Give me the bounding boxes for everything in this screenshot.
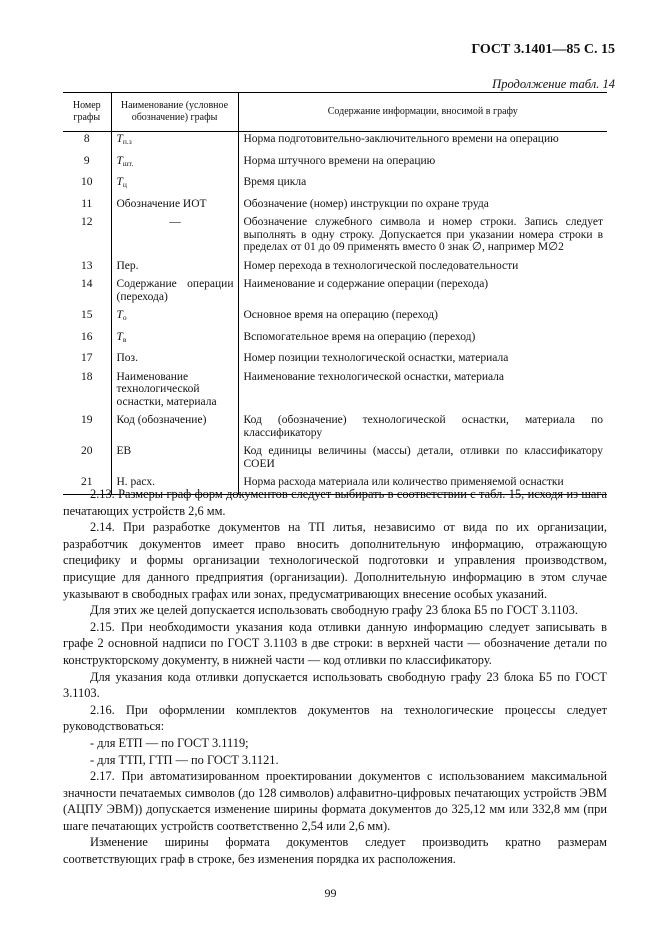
- table-row: [63, 197, 607, 216]
- row-content: Наименование технологической оснастки, материала: [238, 370, 607, 414]
- table-row: [63, 277, 607, 308]
- row-number: 11: [81, 197, 93, 210]
- paragraph: 2.13. Размеры граф форм документов следует выбирать в соответствии с табл. 15, исходя из шага печатающих устройств 2,6 мм.: [63, 487, 607, 518]
- row-name: [111, 308, 238, 330]
- header-name: Наименование (условное обозначение) графы: [111, 93, 238, 132]
- paragraph: 2.14. При разработке документов на ТП литья, независимо от вида по их организации, разработчик документов имеет право вносить дополнительную информацию, отражающую специфику и формы организации технологической подготовки и управления производством, присущие для данного предприятия (организации). Дополнительную информацию в этом случае указывают в свободных графах или зонах, предусматривающих внесение особых указаний.: [63, 520, 607, 601]
- row-name: Обозначение ИОТ: [111, 197, 238, 216]
- table-row: [63, 413, 607, 444]
- paragraph: Изменение ширины формата документов следует производить кратно размерам соответствующих граф в строке, без изменения порядка их расположения.: [63, 835, 607, 867]
- row-number: 20: [81, 445, 93, 457]
- row-content: Номер перехода в технологической последовательности: [238, 259, 607, 278]
- paragraph: 2.17. При автоматизированном проектировании документов с использованием максимальной значности печатаемых символов (до 128 символов) алфавитно-цифровых печатающих устройств ЭВМ (АЦПУ ЭВМ)) допускается изменение ширины формата документов до 325,12 мм или 332,8 мм (при шаге печатающих устройств соответственно 2,54 или 2,6 мм).: [63, 769, 607, 833]
- row-number: 13: [81, 259, 93, 272]
- row-content: Норма расхода материала или количество применяемой оснастки: [238, 475, 607, 494]
- page-number: 99: [324, 886, 337, 900]
- graph-table: [63, 92, 607, 495]
- table-row: [63, 175, 607, 197]
- row-number: 8: [83, 133, 90, 145]
- row-name: [111, 175, 238, 197]
- row-number: 10: [81, 176, 93, 188]
- table-row: [63, 215, 607, 259]
- row-name: [111, 330, 238, 352]
- row-name-subscript: о: [122, 313, 127, 322]
- row-name: Код (обозначение): [111, 413, 238, 444]
- row-content: Код (обозначение) технологической оснастки, материала по классификатору: [238, 413, 607, 444]
- table-row: [63, 370, 607, 414]
- paragraph: Для указания кода отливки допускается использовать свободную графу 23 блока Б5 по ГОСТ 3.1103.: [63, 669, 607, 701]
- row-number: 9: [83, 154, 90, 167]
- paragraph: 2.16. При оформлении комплектов документов на технологические процессы следует руководствоваться:: [63, 702, 607, 734]
- table-header-row: [63, 93, 607, 132]
- row-number: 18: [81, 370, 93, 383]
- row-name: —: [111, 215, 238, 259]
- paragraph: 2.15. При необходимости указания кода отливки данную информацию следует записывать в графе 2 основной надписи по ГОСТ 3.1103 в две строки: в верхней части — обозначение детали по конструкторскому документу, в нижней части — код отливки по классификатору.: [63, 619, 607, 667]
- row-name-symbol: T: [116, 309, 123, 321]
- row-name-symbol: T: [116, 176, 123, 188]
- row-name: [111, 154, 238, 176]
- paragraph: Для этих же целей допускается использовать свободную графу 23 блока Б5 по ГОСТ 3.1103.: [90, 603, 578, 618]
- table-row: [63, 351, 607, 370]
- table-row: [63, 330, 607, 352]
- row-content: Наименование и содержание операции (перехода): [238, 277, 607, 308]
- row-name-subscript: шт.: [122, 158, 134, 168]
- table-row: [63, 132, 607, 154]
- row-name-symbol: T: [116, 154, 123, 167]
- row-name: [111, 132, 238, 154]
- row-content: Норма подготовительно-заключительного времени на операцию: [238, 132, 607, 154]
- row-content: Вспомогательное время на операцию (переход): [238, 330, 607, 352]
- body-text: [63, 486, 607, 868]
- row-name-symbol: T: [116, 133, 123, 145]
- table-row: [63, 259, 607, 278]
- table-row: [63, 444, 607, 475]
- table-row: [63, 308, 607, 330]
- row-name: Наименование технологической оснастки, материала: [111, 370, 238, 414]
- table-continuation-label: Продолжение табл. 14: [492, 77, 615, 91]
- row-content: Обозначение (номер) инструкции по охране труда: [238, 197, 607, 216]
- row-number: 14: [81, 278, 93, 290]
- row-number: 19: [81, 414, 93, 426]
- row-content: Основное время на операцию (переход): [238, 308, 607, 330]
- header-content: Содержание информации, вносимой в графу: [238, 93, 607, 132]
- row-number: 12: [81, 216, 93, 228]
- table-body: [63, 132, 607, 495]
- row-content: Норма штучного времени на операцию: [238, 154, 607, 176]
- row-content: Время цикла: [238, 175, 607, 197]
- row-number: 17: [81, 352, 93, 364]
- row-content: Обозначение служебного символа и номер строки. Запись следует выполнять в одну строку. Допускается при указании номера строки в пределах от 01 до 09 применять вместо 0 знак ∅, например М∅2: [238, 215, 607, 259]
- row-number: 16: [81, 330, 93, 343]
- row-name: Содержание операции (перехода): [111, 277, 238, 308]
- header-number: Номер графы: [63, 93, 111, 132]
- row-content: Номер позиции технологической оснастки, материала: [238, 351, 607, 370]
- row-name: Пер.: [111, 259, 238, 278]
- document-header: ГОСТ 3.1401—85 С. 15: [471, 42, 615, 57]
- list-item: - для ТТП, ГТП — по ГОСТ 3.1121.: [90, 752, 279, 767]
- row-name-subscript: в: [122, 334, 127, 344]
- row-name: ЕВ: [111, 444, 238, 475]
- table-row: [63, 154, 607, 176]
- row-number: 21: [63, 475, 111, 494]
- row-name-subscript: п.з: [122, 137, 132, 146]
- row-name-subscript: ц: [122, 180, 127, 189]
- row-number: 15: [81, 309, 93, 321]
- row-name: Н. расх.: [111, 475, 238, 494]
- row-content: Код единицы величины (массы) детали, отливки по классификатору СОЕИ: [238, 444, 607, 475]
- list-item: - для ЕТП — по ГОСТ 3.1119;: [90, 735, 249, 750]
- row-name-symbol: T: [116, 330, 123, 343]
- row-name: Поз.: [111, 351, 238, 370]
